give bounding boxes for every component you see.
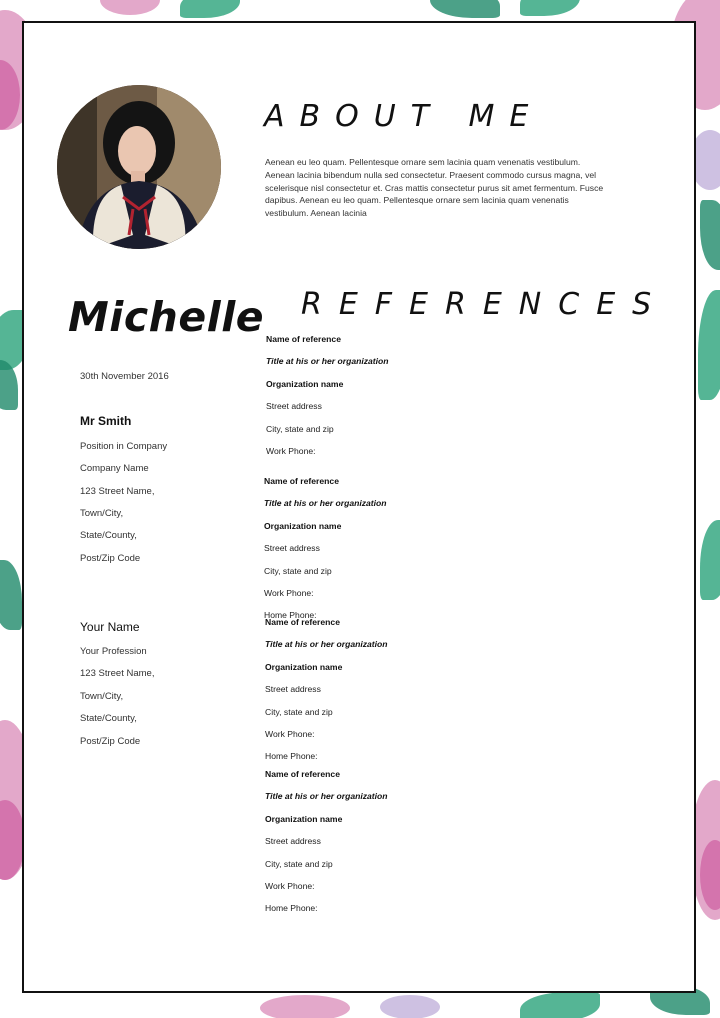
sender-street: 123 Street Name,	[80, 668, 155, 679]
recipient-position: Position in Company	[80, 441, 168, 452]
reference-home-phone: Home Phone:	[265, 903, 318, 913]
reference-city: City, state and zip	[265, 859, 333, 869]
resume-page	[22, 21, 696, 993]
about-heading: ABOUT ME	[264, 99, 544, 134]
reference-title: Title at his or her organization	[264, 498, 387, 508]
reference-street: Street address	[266, 401, 322, 411]
reference-work-phone: Work Phone:	[265, 881, 315, 891]
reference-title: Title at his or her organization	[265, 791, 388, 801]
reference-city: City, state and zip	[264, 566, 332, 576]
reference-work-phone: Work Phone:	[264, 588, 314, 598]
reference-name: Name of reference	[265, 769, 340, 779]
reference-street: Street address	[264, 543, 320, 553]
reference-title: Title at his or her organization	[266, 356, 389, 366]
reference-home-phone: Home Phone:	[264, 610, 317, 620]
letter-date: 30th November 2016	[80, 371, 169, 382]
sender-name: Your Name	[80, 620, 140, 634]
sender-profession: Your Profession	[80, 646, 147, 657]
sender-state: State/County,	[80, 713, 137, 724]
references-heading: REFERENCES	[301, 287, 669, 322]
reference-organization: Organization name	[265, 662, 343, 672]
reference-street: Street address	[265, 684, 321, 694]
reference-title: Title at his or her organization	[265, 639, 388, 649]
sender-postcode: Post/Zip Code	[80, 736, 141, 747]
reference-work-phone: Work Phone:	[265, 729, 315, 739]
recipient-name: Mr Smith	[80, 414, 132, 428]
sender-town: Town/City,	[80, 691, 124, 702]
candidate-name: Michelle	[68, 293, 265, 341]
reference-organization: Organization name	[265, 814, 343, 824]
reference-city: City, state and zip	[265, 707, 333, 717]
recipient-company: Company Name	[80, 463, 149, 474]
recipient-street: 123 Street Name,	[80, 486, 155, 497]
reference-city: City, state and zip	[266, 424, 334, 434]
reference-street: Street address	[265, 836, 321, 846]
reference-name: Name of reference	[265, 617, 340, 627]
about-body: Aenean eu leo quam. Pellentesque ornare sem lacinia quam venenatis vestibulum. Aenean lacinia bibendum nulla sed consectetur. Praesent commodo cursus magna, vel scelerisque nisl consectetur et. Cras mattis consectetur purus sit amet fermentum. Fusce dapibus. Aenean eu leo quam. Pellentesque ornare sem lacinia quam venenatis vestibulum. Aenean lacinia	[265, 157, 604, 219]
reference-home-phone: Home Phone:	[265, 751, 318, 761]
reference-organization: Organization name	[264, 521, 342, 531]
recipient-postcode: Post/Zip Code	[80, 553, 141, 564]
reference-name: Name of reference	[264, 476, 339, 486]
profile-photo	[57, 85, 221, 249]
reference-work-phone: Work Phone:	[266, 446, 316, 456]
reference-organization: Organization name	[266, 379, 344, 389]
recipient-state: State/County,	[80, 530, 137, 541]
reference-name: Name of reference	[266, 334, 341, 344]
recipient-town: Town/City,	[80, 508, 124, 519]
